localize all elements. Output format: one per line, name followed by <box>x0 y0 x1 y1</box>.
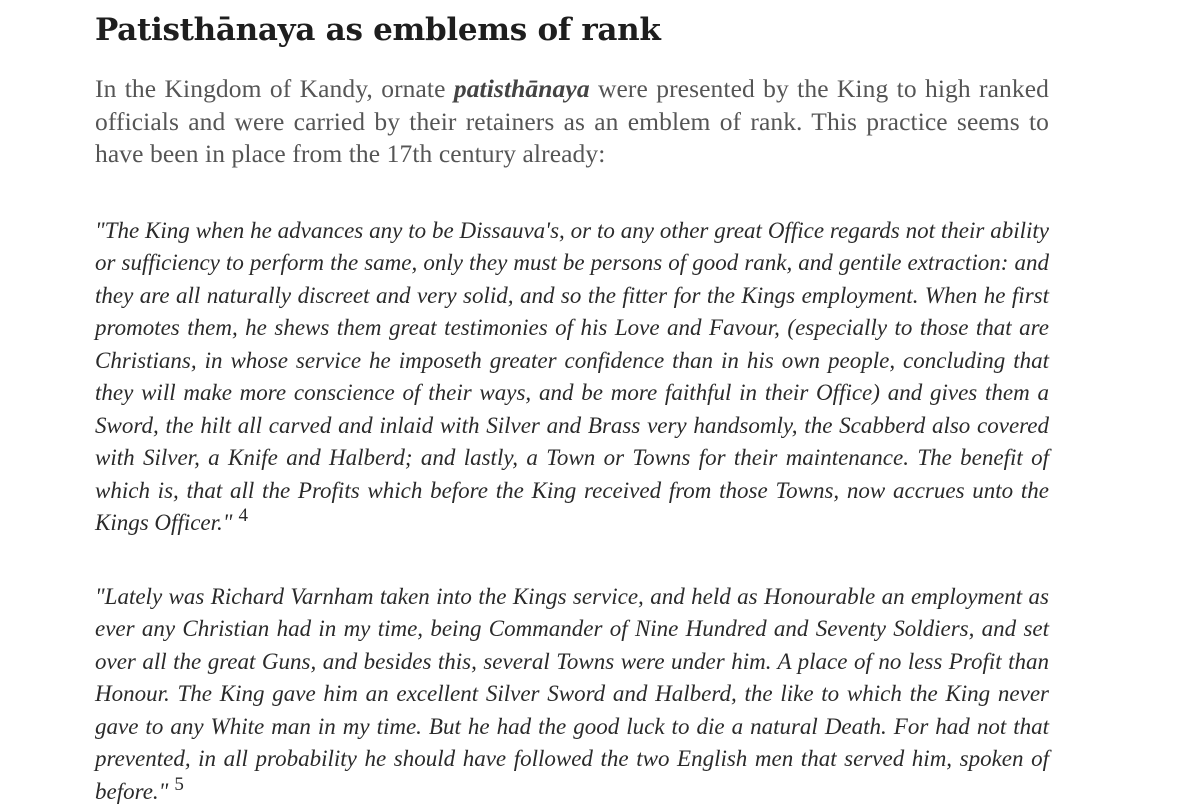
footnote-reference-4[interactable]: 4 <box>238 505 248 527</box>
footnote-reference-5[interactable]: 5 <box>174 773 184 795</box>
block-quote-1 <box>95 215 1049 540</box>
quote-text: "Lately was Richard Varnham taken into the Kings service, and held as Honourable an employment as ever any Christian had in my time, being Commander of Nine Hundred and Seventy Soldiers, and set over all the great Guns, and besides this, several Towns were under him. A place of no less Profit than Honour. The King gave him an excellent Silver Sword and Halberd, the like to which the King never gave to any White man in my time. But he had the good luck to die a natural Death. For had not that prevented, in all probability he should have followed the two English men that served him, spoken of before." <box>95 583 1049 804</box>
section-heading: Patisthānaya as emblems of rank <box>95 12 661 48</box>
intro-text-before: In the Kingdom of Kandy, ornate <box>95 74 454 103</box>
article-section <box>95 0 1049 808</box>
block-quote-2 <box>95 581 1049 808</box>
intro-text-after: were presented by the King to high ranked officials and were carried by their retainers as an emblem of rank. This practice seems to have been in place from the 17th century already: <box>95 74 1049 168</box>
intro-paragraph <box>95 73 1049 171</box>
quote-text: "The King when he advances any to be Dissauva's, or to any other great Office regards not their ability or sufficiency to perform the same, only they must be persons of good rank, and gentile extraction: and they are all naturally discreet and very solid, and so the fitter for the Kings employment. When he first promotes them, he shews them great testimonies of his Love and Favour, (especially to those that are Christians, in whose service he imposeth greater confidence than in his own people, concluding that they will make more conscience of their ways, and be more faithful in their Office) and gives them a Sword, the hilt all carved and inlaid with Silver and Brass very handsomly, the Scabberd also covered with Silver, a Knife and Halberd; and lastly, a Town or Towns for their maintenance. The benefit of which is, that all the Profits which before the King received from those Towns, now accrues unto the Kings Officer." <box>95 217 1049 535</box>
term-patisthanaya: patisthānaya <box>453 74 590 103</box>
